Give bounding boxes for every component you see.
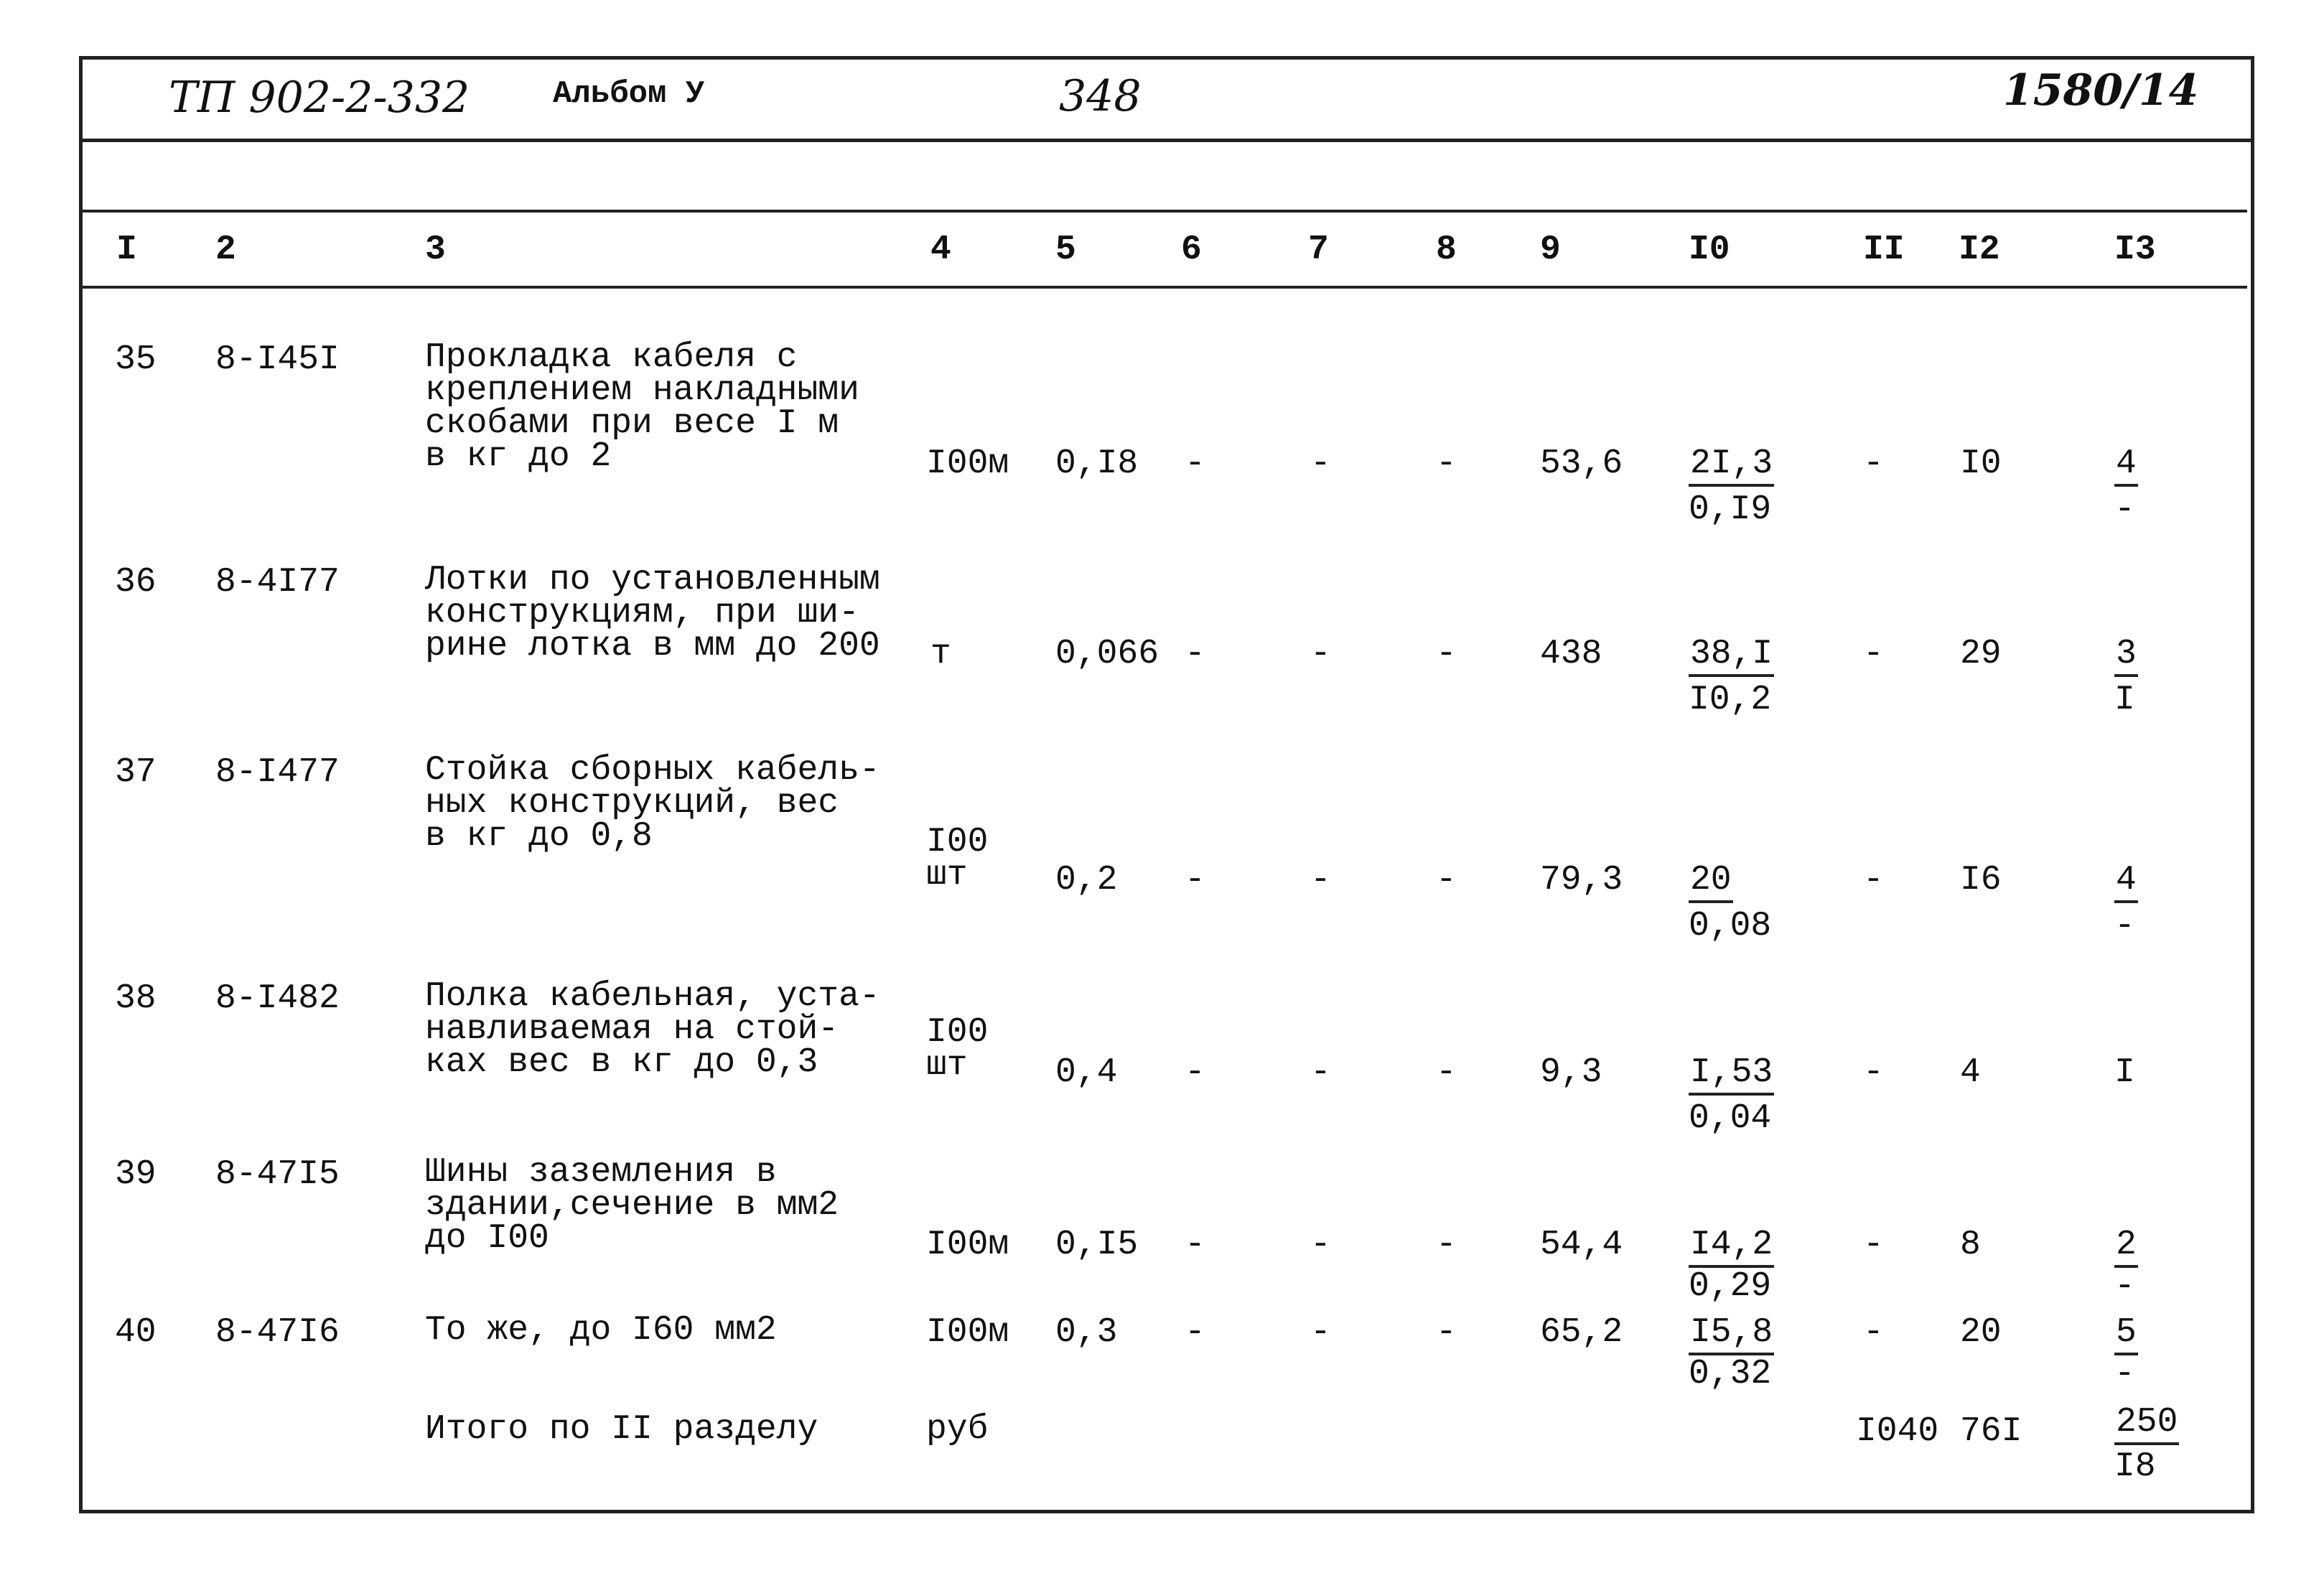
row-col13-fraction <box>2114 862 2138 945</box>
row-col13-fraction <box>2114 445 2138 528</box>
column-header-top-rule <box>79 210 2247 213</box>
col-header-11: II <box>1863 230 1905 269</box>
row-unit: I00м <box>926 444 1009 483</box>
row-unit: I00 шт <box>926 823 989 895</box>
column-header-bottom-rule <box>79 286 2247 289</box>
sheet-frame <box>79 56 2254 1513</box>
fraction-numerator: 250 <box>2114 1404 2179 1445</box>
col-header-7: 7 <box>1308 230 1329 269</box>
row-col11: - <box>1863 635 1884 673</box>
row-col8: - <box>1436 1053 1457 1092</box>
row-quantity: 0,2 <box>1055 861 1118 900</box>
row-col13-fraction <box>2114 1314 2138 1393</box>
fraction-denominator: - <box>2114 1267 2135 1306</box>
row-col12: I0 <box>1960 444 2002 483</box>
fraction-denominator: 0,04 <box>1689 1099 1772 1138</box>
row-col6: - <box>1185 1225 1205 1264</box>
row-code: 8-47I5 <box>215 1155 340 1194</box>
row-col6: - <box>1185 444 1205 483</box>
row-col7: - <box>1310 1313 1331 1352</box>
row-unit: I00 шт <box>926 1013 989 1085</box>
col-header-12: I2 <box>1959 230 2000 269</box>
row-code: 8-I477 <box>215 753 340 792</box>
project-number: ТП 902-2-332 <box>169 73 470 123</box>
fraction-denominator: - <box>2114 907 2135 946</box>
row-col7: - <box>1310 635 1331 673</box>
album-label: Альбом У <box>553 76 705 112</box>
row-col9: 65,2 <box>1540 1313 1623 1352</box>
row-col7: - <box>1310 444 1331 483</box>
row-unit: I00м <box>926 1313 1009 1352</box>
total-col12: 76I <box>1960 1412 2022 1451</box>
row-unit: т <box>930 635 951 673</box>
row-col12: 29 <box>1960 635 2002 673</box>
row-quantity: 0,066 <box>1055 635 1159 673</box>
row-col10-fraction <box>1689 1314 1774 1393</box>
row-col11: - <box>1863 1053 1884 1092</box>
fraction-denominator: - <box>2114 490 2135 529</box>
col-header-9: 9 <box>1540 230 1561 269</box>
fraction-denominator: I0,2 <box>1689 681 1772 719</box>
col-header-13: I3 <box>2114 230 2156 269</box>
total-col13-fraction <box>2114 1404 2179 1485</box>
fraction-numerator: 38,I <box>1689 635 1774 677</box>
row-col6: - <box>1185 1313 1205 1352</box>
row-description: Лотки по установленным конструкциям, при ши- рине лотка в мм до 200 <box>425 561 880 666</box>
row-number: 36 <box>115 563 157 602</box>
row-col9: 9,3 <box>1540 1053 1602 1092</box>
row-col11: - <box>1863 1225 1884 1264</box>
row-col11: - <box>1863 444 1884 483</box>
row-col10-fraction <box>1689 862 1771 945</box>
row-col11: - <box>1863 1313 1884 1352</box>
fraction-denominator: I <box>2114 681 2135 719</box>
total-col11: I040 <box>1856 1412 1939 1451</box>
fraction-denominator: 0,32 <box>1689 1355 1772 1393</box>
fraction-numerator: 2I,3 <box>1689 445 1774 487</box>
row-code: 8-I482 <box>215 979 340 1018</box>
row-description: Стойка сборных кабель- ных конструкций, вес в кг до 0,8 <box>425 751 880 856</box>
row-number: 38 <box>115 979 157 1018</box>
fraction-numerator: 20 <box>1689 862 1733 903</box>
row-col7: - <box>1310 861 1331 900</box>
row-col10-fraction <box>1689 445 1774 528</box>
row-col9: 53,6 <box>1540 444 1623 483</box>
row-col12: 20 <box>1960 1313 2002 1352</box>
row-col9: 438 <box>1540 635 1602 673</box>
sheet-code: 1580/14 <box>2003 65 2199 116</box>
row-description: Прокладка кабеля с креплением накладными скобами при весе I м в кг до 2 <box>425 338 859 476</box>
row-col8: - <box>1436 861 1457 900</box>
page-number: 348 <box>1059 71 1142 121</box>
row-col12: 4 <box>1960 1053 1981 1092</box>
row-col9: 54,4 <box>1540 1225 1623 1264</box>
header-divider <box>79 139 2254 142</box>
fraction-denominator: 0,29 <box>1689 1267 1772 1306</box>
row-col11: - <box>1863 861 1884 900</box>
row-number: 40 <box>115 1313 157 1352</box>
fraction-numerator: 5 <box>2114 1314 2138 1355</box>
row-col9: 79,3 <box>1540 861 1623 900</box>
row-col13: I <box>2114 1053 2135 1092</box>
row-col7: - <box>1310 1053 1331 1092</box>
row-quantity: 0,3 <box>1055 1313 1118 1352</box>
fraction-numerator: I,53 <box>1689 1054 1774 1096</box>
fraction-numerator: 3 <box>2114 635 2138 677</box>
row-col8: - <box>1436 635 1457 673</box>
row-quantity: 0,4 <box>1055 1053 1118 1092</box>
row-code: 8-4I77 <box>215 563 340 602</box>
col-header-3: 3 <box>425 230 446 269</box>
fraction-denominator: I8 <box>2114 1447 2156 1486</box>
row-col8: - <box>1436 1313 1457 1352</box>
row-description: Шины заземления в здании,сечение в мм2 до I00 <box>425 1153 839 1258</box>
total-unit: руб <box>926 1410 989 1449</box>
row-col12: I6 <box>1960 861 2002 900</box>
row-unit: I00м <box>926 1225 1009 1264</box>
col-header-8: 8 <box>1436 230 1457 269</box>
row-col13-fraction <box>2114 635 2138 719</box>
row-col10-fraction <box>1689 1054 1774 1137</box>
row-col6: - <box>1185 635 1205 673</box>
row-quantity: 0,I5 <box>1055 1225 1139 1264</box>
fraction-denominator: 0,08 <box>1689 907 1772 946</box>
row-col6: - <box>1185 1053 1205 1092</box>
fraction-numerator: I5,8 <box>1689 1314 1774 1355</box>
row-quantity: 0,I8 <box>1055 444 1139 483</box>
fraction-numerator: 4 <box>2114 445 2138 487</box>
row-code: 8-47I6 <box>215 1313 340 1352</box>
row-code: 8-I45I <box>215 340 340 379</box>
col-header-4: 4 <box>930 230 951 269</box>
row-col7: - <box>1310 1225 1331 1264</box>
col-header-2: 2 <box>215 230 236 269</box>
fraction-denominator: 0,I9 <box>1689 490 1772 529</box>
row-col6: - <box>1185 861 1205 900</box>
fraction-denominator: - <box>2114 1355 2135 1393</box>
row-description: То же, до I60 мм2 <box>425 1311 777 1350</box>
col-header-6: 6 <box>1181 230 1202 269</box>
row-col8: - <box>1436 1225 1457 1264</box>
fraction-numerator: 4 <box>2114 862 2138 903</box>
row-col10-fraction <box>1689 635 1774 719</box>
col-header-10: I0 <box>1689 230 1730 269</box>
row-number: 39 <box>115 1155 157 1194</box>
total-description: Итого по II разделу <box>425 1410 818 1449</box>
row-col10-fraction <box>1689 1226 1774 1305</box>
col-header-5: 5 <box>1055 230 1076 269</box>
fraction-numerator: I4,2 <box>1689 1226 1774 1268</box>
row-col13-fraction <box>2114 1226 2138 1305</box>
row-number: 35 <box>115 340 157 379</box>
row-col12: 8 <box>1960 1225 1981 1264</box>
row-number: 37 <box>115 753 157 792</box>
row-col8: - <box>1436 444 1457 483</box>
row-description: Полка кабельная, уста- навливаемая на стой- ках вес в кг до 0,3 <box>425 977 880 1082</box>
col-header-1: I <box>116 230 137 269</box>
fraction-numerator: 2 <box>2114 1226 2138 1268</box>
